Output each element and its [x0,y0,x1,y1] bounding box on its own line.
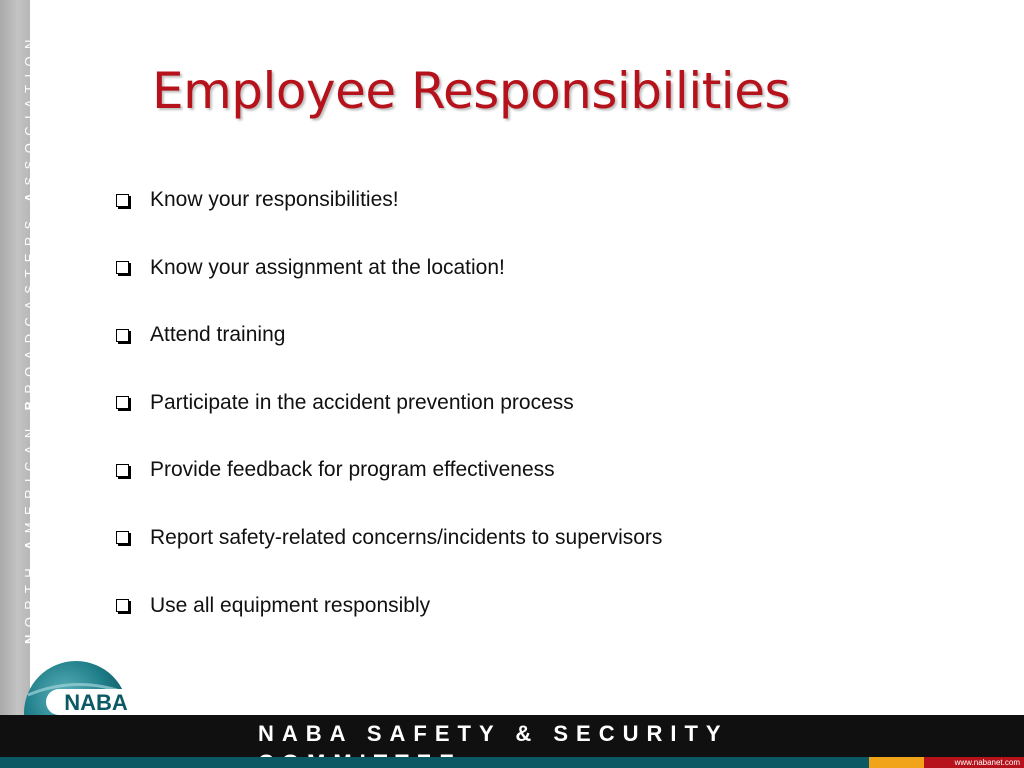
org-word-1: NORTH [22,561,37,644]
bullet-item: Know your responsibilities! [116,184,662,216]
footer-committee-title: NABA SAFETY & SECURITY [258,721,729,746]
bullet-item: Provide feedback for program effectiveness [116,454,662,486]
checkbox-bullet-icon [116,531,129,544]
footer-url[interactable]: www.nabanet.com [924,757,1024,768]
logo-text: NABA [64,690,128,715]
checkbox-bullet-icon [116,464,129,477]
org-word-3: BROADCASTERS [22,213,37,411]
bullet-item: Know your assignment at the location! [116,252,662,284]
side-org-name [22,32,37,644]
checkbox-bullet-icon [116,599,129,612]
checkbox-bullet-icon [116,194,129,207]
footer-orange-accent [869,757,924,768]
org-word-4: ASSOCIATION [22,32,37,203]
org-word-2: AMERICAN [22,421,37,550]
bullet-item: Use all equipment responsibly [116,590,662,622]
checkbox-bullet-icon [116,396,129,409]
slide-title: Employee Responsibilities [152,62,791,120]
bullet-list [116,184,662,657]
bullet-item: Participate in the accident prevention process [116,387,662,419]
bullet-item: Report safety-related concerns/incidents to supervisors [116,522,662,554]
checkbox-bullet-icon [116,261,129,274]
bullet-item: Attend training [116,319,662,351]
checkbox-bullet-icon [116,329,129,342]
